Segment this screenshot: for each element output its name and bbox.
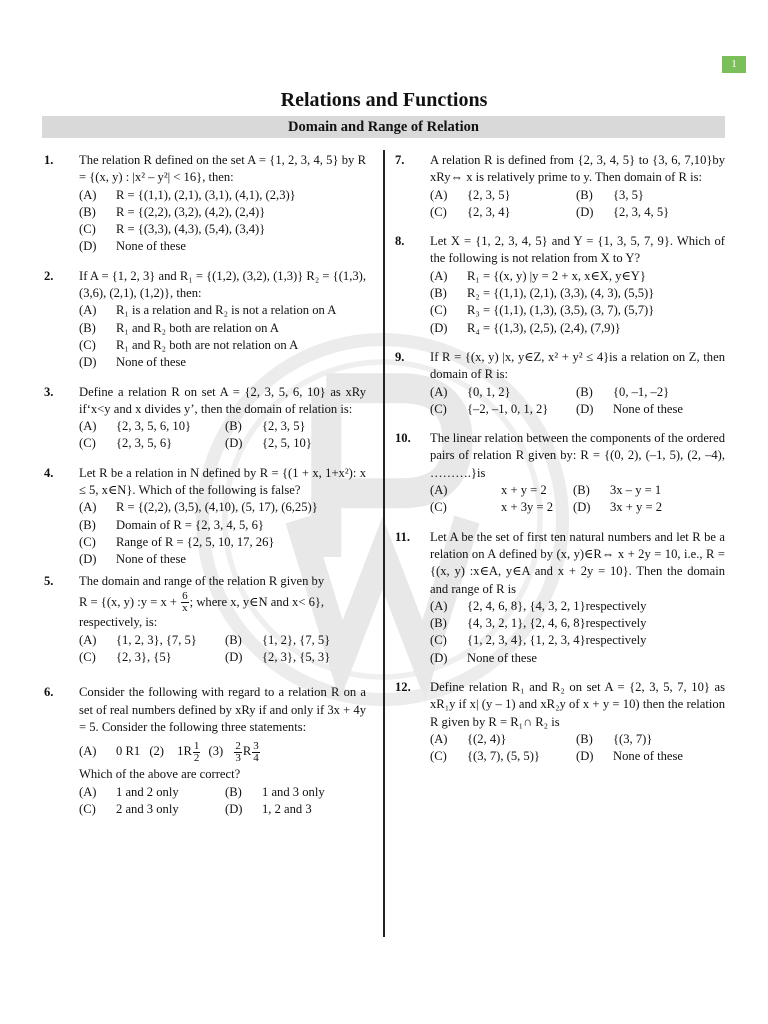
question-11 <box>395 529 725 667</box>
option-d-text[interactable]: None of these <box>613 749 683 764</box>
option-a-label[interactable]: (A) <box>79 784 97 799</box>
question-3 <box>44 384 366 453</box>
option-b-text[interactable]: {0, –1, –2} <box>613 384 670 399</box>
option-c[interactable]: (C) R₃ = {(1,1), (1,3), (3,5), (3, 7), (5,7)} <box>430 303 655 318</box>
option-b-label[interactable]: (B) <box>225 784 242 799</box>
question-stem: Let X = {1, 2, 3, 4, 5} and Y = {1, 3, 5, 7, 9}. Which of the following is not relation from X to Y? <box>430 234 725 266</box>
option-c-label[interactable]: (C) <box>430 204 447 219</box>
options-grid <box>430 482 725 517</box>
option-b[interactable]: (B) R₁ and R₂ both are relation on A <box>79 320 280 335</box>
option-d-text[interactable]: None of these <box>613 401 683 416</box>
question-number: 1. <box>44 153 54 167</box>
option-c-text[interactable]: x + 3y = 2 <box>501 500 553 515</box>
formula: R = {(x, y) :y = x + $\frac{6}{x}$ ; where x, y∈N and x< 6}, <box>79 590 325 615</box>
option-a[interactable]: (A) R = {(1,1), (2,1), (3,1), (4,1), (2,3)} <box>79 187 296 202</box>
question-1 <box>44 152 366 256</box>
question-number: 11. <box>395 529 411 544</box>
question-stem-cont: respectively, is: <box>79 615 158 630</box>
option-d-text[interactable]: {2, 3}, {5, 3} <box>262 650 331 665</box>
option-a-label[interactable]: (A) <box>430 483 448 498</box>
option-a-label[interactable]: (A) <box>430 187 448 202</box>
option-c-label[interactable]: (C) <box>79 436 96 451</box>
option-d[interactable]: (D) None of these <box>79 239 186 254</box>
option-b-text[interactable]: {(3, 7)} <box>613 731 653 746</box>
option-b-text[interactable]: 1 and 3 only <box>262 784 325 799</box>
option-c[interactable]: (C) {1, 2, 3, 4}, {1, 2, 3, 4}respectively <box>430 633 647 648</box>
option-a-text[interactable]: {2, 3, 5} <box>467 187 511 202</box>
option-a-label[interactable]: (A) <box>79 632 97 647</box>
option-c-text[interactable]: {–2, –1, 0, 1, 2} <box>467 401 549 416</box>
column-divider <box>383 150 385 937</box>
question-number: 6. <box>44 685 54 700</box>
option-b-label[interactable]: (B) <box>225 632 242 647</box>
options-grid <box>79 632 366 667</box>
fraction: $\frac{1}{2}$ <box>193 739 200 764</box>
option-c-text[interactable]: 2 and 3 only <box>116 801 179 816</box>
left-column <box>44 152 366 830</box>
question-stem: The linear relation between the components of the ordered pairs of relation R given by: R = {(0, 2), (–1, 5), (2, –4), ……….}is <box>430 431 725 480</box>
option-d-label[interactable]: (D) <box>576 204 594 219</box>
fraction: $\frac{3}{4}$ <box>253 739 259 764</box>
option-d-label[interactable]: (D) <box>576 401 594 416</box>
page-title: Relations and Functions <box>280 89 488 111</box>
option-b-text[interactable]: {3, 5} <box>613 187 644 202</box>
option-b-text[interactable]: {2, 3, 5} <box>262 419 306 434</box>
question-stem: The relation R defined on the set A = {1, 2, 3, 4, 5} by R = {(x, y) : |x² – y²| < 16}, then: <box>79 153 366 185</box>
statements-row: (A) 0 R1 (2) 1R $\frac{1}{2}$ (3) $\frac{2}{3}$ R $\frac{3}{4}$ <box>79 739 259 764</box>
question-stem: Consider the following with regard to a relation R on a set of real numbers defined by xRy if and only if 3x + 4y = 5. Consider the following three statements: <box>79 685 366 734</box>
question-10 <box>395 430 725 516</box>
question-2 <box>44 268 366 372</box>
question-number: 7. <box>395 153 405 167</box>
question-8 <box>395 233 725 337</box>
option-a-label[interactable]: (A) <box>79 419 97 434</box>
option-a[interactable]: (A) {2, 4, 6, 8}, {4, 3, 2, 1}respectively <box>430 598 647 613</box>
option-a[interactable]: (A) R = {(2,2), (3,5), (4,10), (5, 17), (6,25)} <box>79 500 318 515</box>
option-c-text[interactable]: {2, 3, 5, 6} <box>116 436 173 451</box>
option-c-label[interactable]: (C) <box>430 749 447 764</box>
option-c-text[interactable]: {2, 3}, {5} <box>116 650 172 665</box>
question-number: 8. <box>395 234 405 249</box>
question-stem: The domain and range of the relation R given by <box>79 573 325 588</box>
question-number: 10. <box>395 431 411 446</box>
question-stem: If A = {1, 2, 3} and R₁ = {(1,2), (3,2), (1,3)} R₂ = {(1,3), (3,6), (2,1), (1,2)}, then: <box>79 268 366 301</box>
question-stem: Let A be the set of first ten natural numbers and let R be a relation on A defined by (x, y)∈R⇔ x + 2y = 10, i.e., R = {(x, y) :x∈A, y∈A and x + 2y = 10}. Then the domain and range of R is <box>430 529 725 596</box>
option-c-label[interactable]: (C) <box>79 801 96 816</box>
option-d-text[interactable]: {2, 5, 10} <box>262 436 312 451</box>
question-number: 9. <box>395 349 405 364</box>
option-d[interactable]: (D) None of these <box>430 650 537 665</box>
option-b[interactable]: (B) R₂ = {(1,1), (2,1), (3,3), (4, 3), (5,5)} <box>430 286 655 301</box>
question-stem: A relation R is defined from {2, 3, 4, 5} to {3, 6, 7,10}by xRy⇔ x is relatively prime to y. Then domain of R is: <box>430 153 725 185</box>
option-a-text[interactable]: 1 and 2 only <box>116 784 179 799</box>
question-stem-cont: Which of the above are correct? <box>79 767 241 782</box>
options-grid <box>79 784 366 819</box>
question-number: 4. <box>44 465 54 480</box>
option-d[interactable]: (D) None of these <box>79 355 186 370</box>
option-d-label[interactable]: (D) <box>225 650 243 665</box>
fraction: $\frac{2}{3}$ <box>235 739 241 764</box>
question-stem: Define relation R₁ and R₂ on set A = {2, 3, 5, 7, 10} as xR₁y if x| (y – 1) and xR₂y of x + y = 10) then the relation R given by R = R₁∩ R₂ is <box>430 680 725 729</box>
question-9 <box>395 349 725 418</box>
option-a-text[interactable]: {2, 3, 5, 6, 10} <box>116 419 192 434</box>
option-d-text[interactable]: 1, 2 and 3 <box>262 801 312 816</box>
option-b[interactable]: (B) Domain of R = {2, 3, 4, 5, 6} <box>79 517 264 532</box>
right-column <box>395 152 725 778</box>
question-4 <box>44 465 366 569</box>
question-stem: Let R be a relation in N defined by R = {(1 + x, 1+x²): x ≤ 5, x∈N}. Which of the following is false? <box>79 465 366 498</box>
options-grid <box>430 187 725 222</box>
option-b-label[interactable]: (B) <box>576 187 593 202</box>
option-a-label[interactable]: (A) <box>430 731 448 746</box>
question-stem: If R = {(x, y) |x, y∈Z, x² + y² ≤ 4}is a relation on Z, then domain of R is: <box>430 349 725 382</box>
options-grid <box>79 418 366 453</box>
option-b-label[interactable]: (B) <box>576 731 593 746</box>
option-a-text[interactable]: {1, 2, 3}, {7, 5} <box>116 632 197 647</box>
option-b-text[interactable]: {1, 2}, {7, 5} <box>262 632 331 647</box>
option-a[interactable]: (A) R₁ = {(x, y) |y = 2 + x, x∈X, y∈Y} <box>430 268 646 283</box>
option-d-label[interactable]: (D) <box>225 801 243 816</box>
options-grid <box>430 731 725 766</box>
option-b-label[interactable]: (B) <box>576 384 593 399</box>
question-7 <box>395 152 725 221</box>
question-number: 5. <box>44 573 54 588</box>
option-d[interactable]: (D) None of these <box>79 552 186 567</box>
section-heading: Domain and Range of Relation <box>42 116 725 138</box>
option-a-text[interactable]: {(2, 4)} <box>467 731 507 746</box>
option-d-label[interactable]: (D) <box>573 500 591 515</box>
option-b-label[interactable]: (B) <box>573 483 590 498</box>
option-b-text[interactable]: 3x – y = 1 <box>610 483 662 498</box>
option-a[interactable]: (A) R₁ is a relation and R₂ is not a relation on A <box>79 303 337 318</box>
option-b[interactable]: (B) R = {(2,2), (3,2), (4,2), (2,4)} <box>79 204 266 219</box>
question-number: 3. <box>44 384 54 399</box>
question-5 <box>44 573 366 667</box>
page-number-badge: 1 <box>722 56 746 73</box>
option-d-text[interactable]: 3x + y = 2 <box>610 500 662 515</box>
question-number: 12. <box>395 680 411 695</box>
option-d-label[interactable]: (D) <box>576 749 594 764</box>
question-number: 2. <box>44 268 54 283</box>
option-d-text[interactable]: {2, 3, 4, 5} <box>613 204 670 219</box>
question-12 <box>395 679 725 765</box>
option-b-label[interactable]: (B) <box>225 419 242 434</box>
option-c[interactable]: (C) R₁ and R₂ both are not relation on A <box>79 337 299 352</box>
question-6 <box>44 684 366 818</box>
options-grid <box>430 384 725 419</box>
option-a-label[interactable]: (A) <box>430 384 448 399</box>
question-stem: Define a relation R on set A = {2, 3, 5, 6, 10} as xRy if‘x<y and x divides y’, then the domain of relation is: <box>79 384 366 416</box>
option-c-label[interactable]: (C) <box>430 500 447 515</box>
option-a-text[interactable]: {0, 1, 2} <box>467 384 511 399</box>
option-b[interactable]: (B) {4, 3, 2, 1}, {2, 4, 6, 8}respectively <box>430 616 647 631</box>
option-c-label[interactable]: (C) <box>79 650 96 665</box>
option-a-text[interactable]: x + y = 2 <box>501 483 547 498</box>
option-c-label[interactable]: (C) <box>430 401 447 416</box>
option-d[interactable]: (D) R₄ = {(1,3), (2,5), (2,4), (7,9)} <box>430 320 621 335</box>
fraction: $\frac{6}{x}$ <box>182 590 188 615</box>
option-c-text[interactable]: {2, 3, 4} <box>467 204 511 219</box>
option-c[interactable]: (C) Range of R = {2, 5, 10, 17, 26} <box>79 534 275 549</box>
option-c[interactable]: (C) R = {(3,3), (4,3), (5,4), (3,4)} <box>79 222 266 237</box>
option-c-text[interactable]: {(3, 7), (5, 5)} <box>467 749 540 764</box>
option-d-label[interactable]: (D) <box>225 436 243 451</box>
